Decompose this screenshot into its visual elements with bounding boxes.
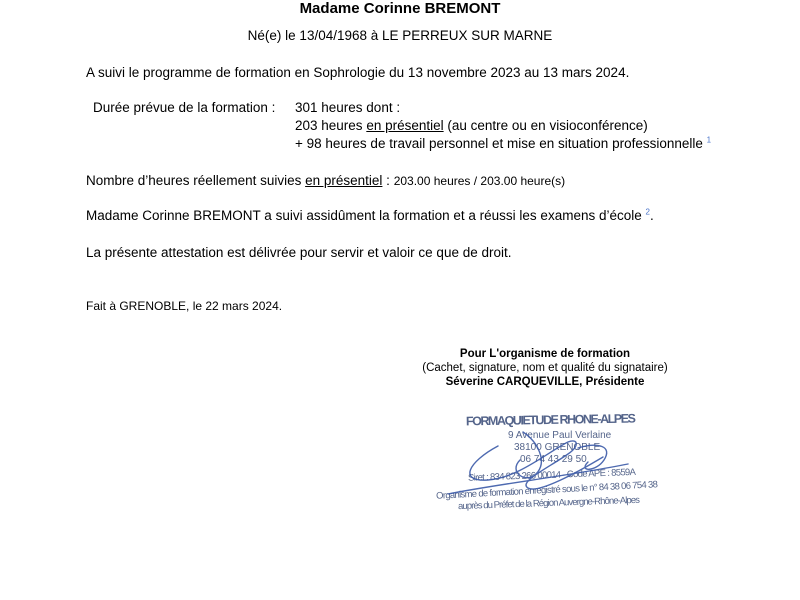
presentiel-underlined: en présentiel bbox=[366, 118, 444, 133]
assiduity-text: Madame Corinne BREMONT a suivi assidûment la formation et a réussi les examens d’école bbox=[86, 208, 642, 223]
program-line: A suivi le programme de formation en Sophrologie du 13 novembre 2023 au 13 mars 2024. bbox=[86, 65, 630, 80]
company-stamp bbox=[428, 402, 666, 518]
hours-label-text: Nombre d’heures réellement suivies bbox=[86, 173, 306, 188]
hours-colon: : bbox=[382, 173, 394, 188]
duration-label: Durée prévue de la formation : bbox=[93, 100, 276, 115]
duration-presentiel-line bbox=[295, 117, 648, 134]
signatory-name: Séverine CARQUEVILLE, Présidente bbox=[445, 376, 645, 388]
hours-value: 203.00 heures / 203.00 heure(s) bbox=[393, 174, 566, 188]
assiduity-line bbox=[86, 207, 654, 224]
signature-org-label: Pour L'organisme de formation bbox=[459, 348, 631, 360]
duration-location-text: (au centre ou en visioconférence) bbox=[443, 118, 648, 133]
assiduity-period: . bbox=[649, 208, 654, 223]
stamp-svg bbox=[428, 402, 666, 518]
personal-work-text: + 98 heures de travail personnel et mise en situation professionnelle bbox=[295, 136, 703, 151]
delivery-line: La présente attestation est délivrée pour servir et valoir ce que de droit. bbox=[86, 245, 512, 260]
stamp-registration: Organisme de formation enregistré sous le n° 84 38 06 754 38 bbox=[435, 479, 659, 502]
place-date: Fait à GRENOBLE, le 22 mars 2024. bbox=[86, 299, 283, 313]
person-name: Madame Corinne BREMONT bbox=[299, 0, 501, 17]
stamp-org-name: FORMAQUIETUDE RHONE-ALPES bbox=[465, 411, 637, 429]
hours-presentiel-underlined: en présentiel bbox=[305, 173, 383, 188]
stamp-phone: 06 74 43 29 50 bbox=[520, 454, 587, 465]
footnote-2-marker[interactable]: 2 bbox=[645, 207, 650, 217]
stamp-prefect: auprès du Préfet de la Région Auvergne-Rhône-Alpes bbox=[457, 494, 641, 513]
birth-info: Né(e) le 13/04/1968 à LE PERREUX SUR MARNE bbox=[247, 28, 553, 43]
stamp-siret: Siret : 834 823 266 00014 - Code APE : 8559A bbox=[467, 466, 637, 484]
stamp-address-city: 38100 GRENOBLE bbox=[514, 442, 601, 453]
duration-total: 301 heures dont : bbox=[295, 100, 401, 115]
signature-hint: (Cachet, signature, nom et qualité du signataire) bbox=[422, 362, 668, 374]
stamp-address-street: 9 Avenue Paul Verlaine bbox=[508, 430, 612, 441]
hours-followed-line bbox=[86, 172, 565, 189]
footnote-1-marker[interactable]: 1 bbox=[706, 135, 712, 145]
duration-personal-work-line bbox=[295, 135, 711, 152]
duration-hours-text: 203 heures bbox=[295, 118, 367, 133]
